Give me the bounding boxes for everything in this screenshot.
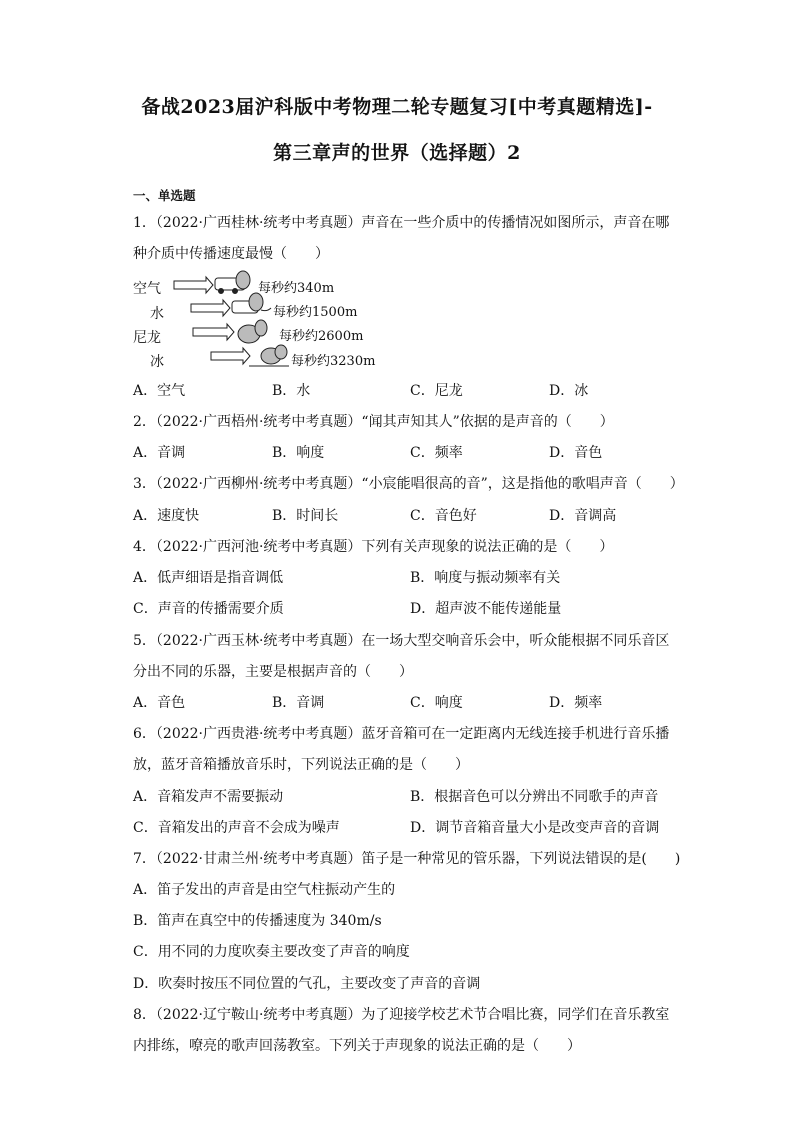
question-7-line-1: 7．（2022·甘肃兰州·统考中考真题）笛子是一种常见的管乐器，下列说法错误的是( ) [133,851,681,867]
q4-option-d: D．超声波不能传递能量 [410,601,562,617]
q1-option-a: A．空气 [133,383,186,399]
figure-label-air: 空气 [133,281,161,297]
arrow-icon [211,348,250,364]
q7-option-a: A．笛子发出的声音是由空气柱振动产生的 [133,882,396,898]
q1-option-b: B．水 [272,383,311,399]
ear-listener-icon [249,345,289,366]
section-heading: 一、单选题 [133,188,196,203]
figure-speed-nylon: 每秒约2600m [279,329,364,344]
q5-option-c: C．响度 [410,695,463,711]
question-2-line-1: 2．（2022·广西梧州·统考中考真题）“闻其声知其人”依据的是声音的（ ） [133,414,614,430]
arrow-icon [193,324,234,340]
q5-option-b: B．音调 [272,695,325,711]
question-6-line-2: 放，蓝牙音箱播放音乐时，下列说法正确的是（ ） [133,757,469,773]
q4-option-a: A．低声细语是指音调低 [133,570,284,586]
q4-option-c: C．声音的传播需要介质 [133,601,284,617]
q2-option-c: C．频率 [410,445,463,461]
q4-option-b: B．响度与振动频率有关 [410,570,561,586]
q2-option-b: B．响度 [272,445,325,461]
question-4-line-1: 4．（2022·广西河池·统考中考真题）下列有关声现象的说法正确的是（ ） [133,539,614,555]
q3-option-b: B．时间长 [272,508,339,524]
q6-option-b: B．根据音色可以分辨出不同歌手的声音 [410,789,659,805]
q6-option-a: A．音箱发声不需要振动 [133,789,284,805]
question-8-line-1: 8．（2022·辽宁鞍山·统考中考真题）为了迎接学校艺术节合唱比赛，同学们在音乐教室 [133,1007,670,1023]
q5-option-a: A．音色 [133,695,186,711]
question-1-line-1: 1．（2022·广西桂林·统考中考真题）声音在一些介质中的传播情况如图所示，声音在哪 [133,215,670,231]
question-1-line-2: 种介质中传播速度最慢（ ） [133,246,329,262]
figure-label-ice: 冰 [150,354,164,370]
question-5-line-1: 5．（2022·广西玉林·统考中考真题）在一场大型交响音乐会中，听众能根据不同乐音区 [133,633,670,649]
question-5-line-2: 分出不同的乐器，主要是根据声音的（ ） [133,664,413,680]
q1-option-c: C．尼龙 [410,383,463,399]
q3-option-d: D．音调高 [549,508,617,524]
question-6-line-1: 6．（2022·广西贵港·统考中考真题）蓝牙音箱可在一定距离内无线连接手机进行音乐播 [133,726,670,742]
q6-option-d: D．调节音箱音量大小是改变声音的音调 [410,820,660,836]
figure-label-water: 水 [150,306,164,322]
ear-listener-icon [215,271,250,294]
question-8-line-2: 内排练，嘹亮的歌声回荡教室。下列关于声现象的说法正确的是（ ） [133,1038,581,1054]
figure-speed-ice: 每秒约3230m [291,354,376,369]
figure-label-nylon: 尼龙 [133,330,161,346]
q7-option-d: D．吹奏时按压不同位置的气孔，主要改变了声音的音调 [133,976,481,992]
q3-option-a: A．速度快 [133,508,200,524]
question-3-line-1: 3．（2022·广西柳州·统考中考真题）“小宸能唱很高的音”，这是指他的歌唱声音（ ） [133,476,684,492]
q3-option-c: C．音色好 [410,508,477,524]
document-title-line1: 备战2023届沪科版中考物理二轮专题复习[中考真题精选]- [141,96,653,118]
sound-propagation-figure [133,270,433,370]
ear-listener-icon [238,320,267,343]
ear-listener-icon [232,293,271,313]
figure-speed-water: 每秒约1500m [273,305,358,320]
q7-option-c: C．用不同的力度吹奏主要改变了声音的响度 [133,944,410,960]
q2-option-a: A．音调 [133,445,186,461]
arrow-icon [191,300,230,316]
q5-option-d: D．频率 [549,695,603,711]
document-title-line2: 第三章声的世界（选择题）2 [273,142,521,164]
q6-option-c: C．音箱发出的声音不会成为噪声 [133,820,340,836]
arrow-icon [174,277,213,293]
figure-speed-air: 每秒约340m [258,281,335,296]
q1-option-d: D．冰 [549,383,589,399]
q7-option-b: B．笛声在真空中的传播速度为 340m/s [133,913,382,929]
q2-option-d: D．音色 [549,445,603,461]
